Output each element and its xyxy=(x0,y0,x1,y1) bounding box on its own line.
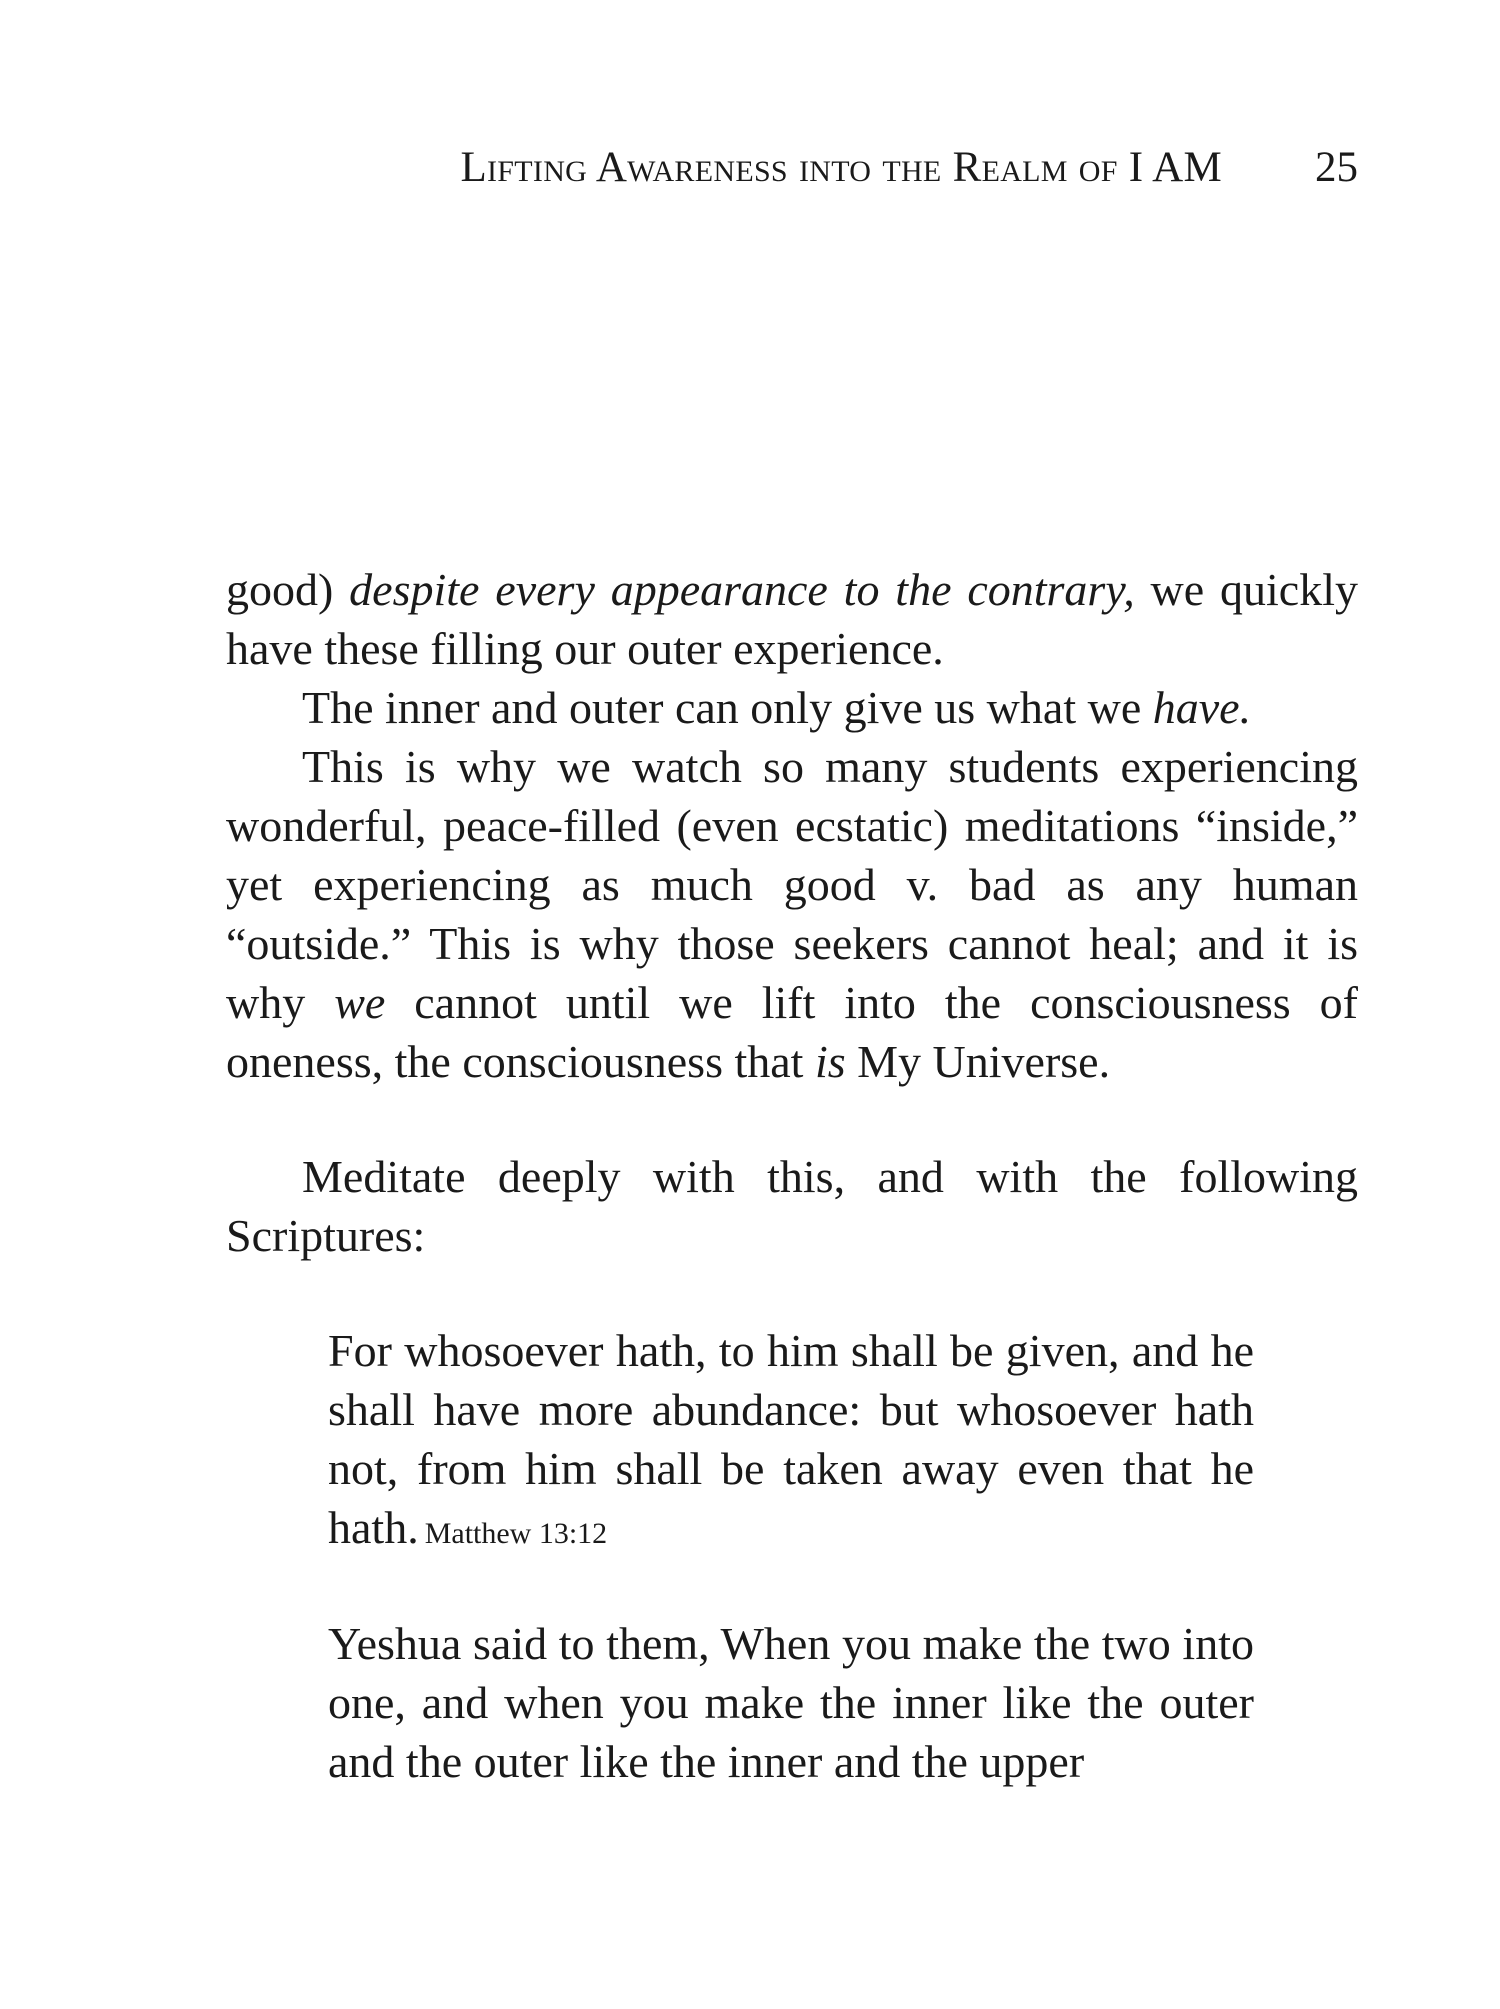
running-head xyxy=(226,142,1358,194)
paragraph-2-emphasis: have. xyxy=(1152,682,1252,733)
scripture-citation: Matthew 13:12 xyxy=(424,1517,608,1550)
paragraph-3-emphasis-we: we xyxy=(334,977,386,1028)
paragraph-1-emphasis: despite every appearance to the contrary, xyxy=(349,564,1135,615)
scripture-quote-2 xyxy=(328,1614,1254,1791)
scripture-quote-2-text: Yeshua said to them, When you make the two into one, and when you make the inner like the outer and the outer like the inner and the upper xyxy=(328,1618,1254,1787)
paragraph-1 xyxy=(226,560,1358,678)
paragraph-1-text-a: good) xyxy=(226,564,350,615)
paragraph-3-text-c: cannot until we lift into the consciousness of oneness, the consciousness that xyxy=(226,977,1358,1087)
running-title: Lifting Awareness into the Realm of I AM xyxy=(460,144,1222,191)
paragraph-3-text-a: This is why we watch so many students experiencing wonderful, peace-filled (even ecstatic) meditations “inside,” yet experiencing as much good v. bad as any human “outside.” This is why those seekers cannot heal; and it is why xyxy=(226,741,1358,1028)
body-text xyxy=(226,560,1358,1265)
scripture-quote-1-text: For whosoever hath, to him shall be given, and he shall have more abundance: but whosoever hath not, from him shall be taken away even that he hath. xyxy=(328,1325,1254,1553)
paragraph-1-text-c: we quickly have these filling our outer experience. xyxy=(226,564,1358,674)
paragraph-3 xyxy=(226,737,1358,1091)
paragraph-3-text-e: My Universe. xyxy=(845,1036,1111,1087)
paragraph-4: Meditate deeply with this, and with the following Scriptures: xyxy=(226,1151,1358,1261)
scripture-quote-1-paragraph xyxy=(328,1321,1254,1563)
paragraph-2-text-a: The inner and outer can only give us what we xyxy=(302,682,1153,733)
page-number: 25 xyxy=(1315,144,1358,191)
scripture-quote-1 xyxy=(328,1321,1254,1563)
paragraph-3-emphasis-is: is xyxy=(814,1036,846,1087)
paragraph-2 xyxy=(226,678,1358,737)
